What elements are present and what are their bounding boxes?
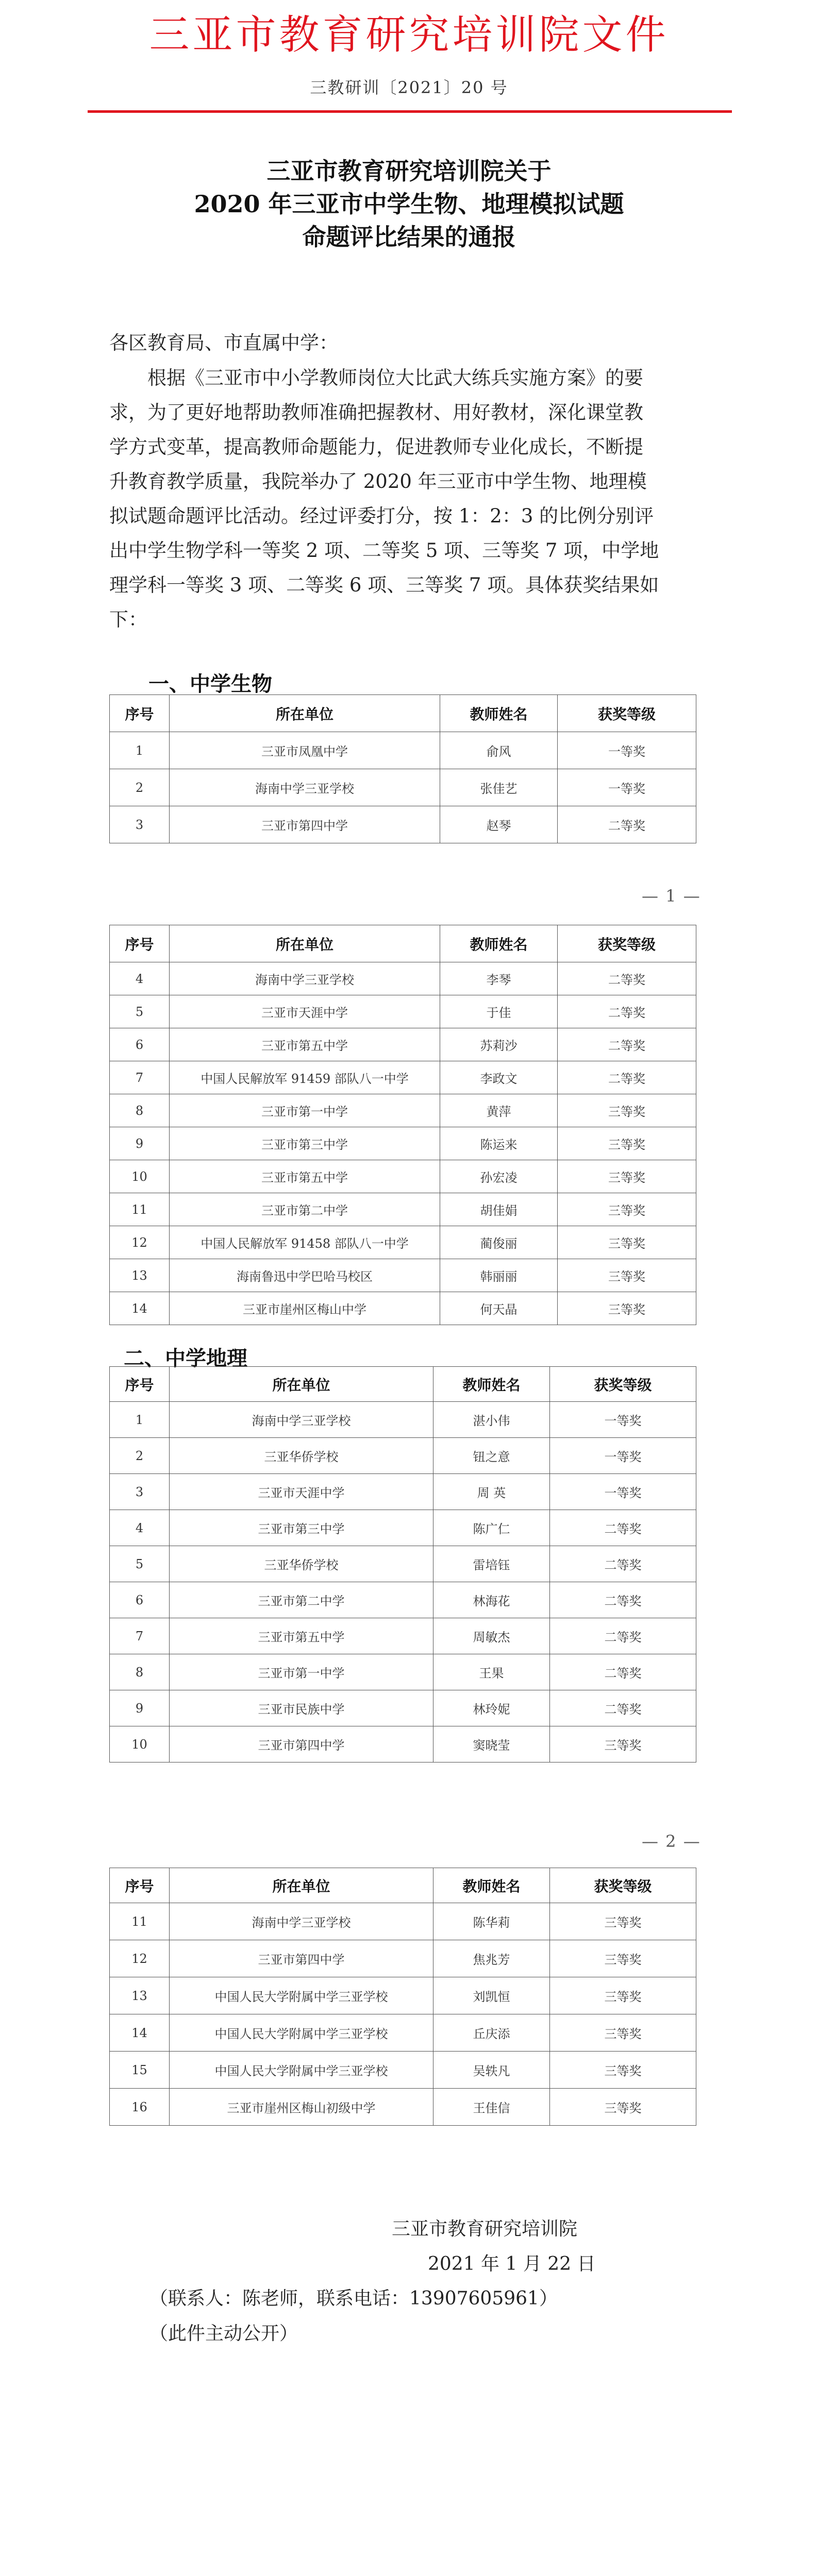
cell-unit: 三亚华侨学校 xyxy=(170,1438,433,1474)
table-row xyxy=(110,1438,696,1474)
body-line-1: 根据《三亚市中小学教师岗位大比武大练兵实施方案》的要 xyxy=(147,367,643,389)
cell-unit: 三亚市天涯中学 xyxy=(170,1474,433,1510)
table-row xyxy=(110,1977,696,2014)
cell-unit: 三亚市第一中学 xyxy=(170,1654,433,1690)
cell-teacher: 湛小伟 xyxy=(433,1402,550,1438)
cell-award: 三等奖 xyxy=(550,1940,696,1977)
cell-unit: 三亚市第五中学 xyxy=(170,1618,433,1654)
cell-seq: 10 xyxy=(110,1726,170,1762)
cell-unit: 三亚市第三中学 xyxy=(170,1127,440,1160)
cell-award: 三等奖 xyxy=(550,2089,696,2126)
cell-seq: 5 xyxy=(110,995,170,1028)
cell-award: 三等奖 xyxy=(558,1292,696,1325)
cell-seq: 14 xyxy=(110,1292,170,1325)
table-row xyxy=(110,1127,696,1160)
col-header-award: 获奖等级 xyxy=(558,925,696,962)
cell-unit: 海南中学三亚学校 xyxy=(170,962,440,995)
cell-unit: 三亚市第四中学 xyxy=(170,1726,433,1762)
cell-unit: 中国人民解放军 91458 部队八一中学 xyxy=(170,1226,440,1259)
cell-unit: 三亚市第五中学 xyxy=(170,1028,440,1061)
table-row xyxy=(110,962,696,995)
table-header-row xyxy=(110,695,696,732)
table-row xyxy=(110,1903,696,1940)
cell-unit: 三亚华侨学校 xyxy=(170,1546,433,1582)
notice-title-line-2: 2020 年三亚市中学生物、地理模拟试题 xyxy=(194,190,624,218)
table-row xyxy=(110,1094,696,1127)
cell-teacher: 蔺俊丽 xyxy=(440,1226,558,1259)
body-line-5: 拟试题命题评比活动。经过评委打分，按 1：2：3 的比例分别评 xyxy=(109,505,654,527)
table-row xyxy=(110,1510,696,1546)
body-line-7: 理学科一等奖 3 项、二等奖 6 项、三等奖 7 项。具体获奖结果如 xyxy=(109,574,659,596)
document-number: 三教研训〔2021〕20 号 xyxy=(310,78,508,97)
cell-unit: 三亚市第一中学 xyxy=(170,1094,440,1127)
cell-unit: 海南中学三亚学校 xyxy=(170,1903,433,1940)
cell-seq: 5 xyxy=(110,1546,170,1582)
cell-teacher: 孙宏凌 xyxy=(440,1160,558,1193)
cell-seq: 13 xyxy=(110,1977,170,2014)
cell-teacher: 钮之意 xyxy=(433,1438,550,1474)
cell-unit: 中国人民大学附属中学三亚学校 xyxy=(170,1977,433,2014)
col-header-unit: 所在单位 xyxy=(170,695,440,732)
cell-seq: 9 xyxy=(110,1127,170,1160)
cell-unit: 三亚市第四中学 xyxy=(170,1940,433,1977)
cell-seq: 2 xyxy=(110,769,170,806)
body-line-2: 求，为了更好地帮助教师准确把握教材、用好教材，深化课堂教 xyxy=(109,401,643,423)
cell-unit: 三亚市民族中学 xyxy=(170,1690,433,1726)
cell-award: 二等奖 xyxy=(550,1654,696,1690)
cell-teacher: 雷培钰 xyxy=(433,1546,550,1582)
cell-unit: 三亚市第三中学 xyxy=(170,1510,433,1546)
table-row xyxy=(110,2052,696,2089)
cell-teacher: 吴轶凡 xyxy=(433,2052,550,2089)
cell-award: 三等奖 xyxy=(558,1226,696,1259)
cell-teacher: 何天晶 xyxy=(440,1292,558,1325)
cell-seq: 9 xyxy=(110,1690,170,1726)
cell-teacher: 胡佳娟 xyxy=(440,1193,558,1226)
cell-teacher: 韩丽丽 xyxy=(440,1259,558,1292)
cell-unit: 三亚市第二中学 xyxy=(170,1582,433,1618)
col-header-teacher: 教师姓名 xyxy=(440,925,558,962)
table-row xyxy=(110,1546,696,1582)
col-header-teacher: 教师姓名 xyxy=(433,1868,550,1903)
cell-teacher: 张佳艺 xyxy=(440,769,558,806)
cell-award: 三等奖 xyxy=(558,1127,696,1160)
cell-award: 二等奖 xyxy=(558,806,696,843)
cell-teacher: 黄萍 xyxy=(440,1094,558,1127)
cell-seq: 2 xyxy=(110,1438,170,1474)
cell-unit: 三亚市天涯中学 xyxy=(170,995,440,1028)
salutation: 各区教育局、市直属中学： xyxy=(109,332,338,354)
cell-seq: 16 xyxy=(110,2089,170,2126)
table-row xyxy=(110,1160,696,1193)
col-header-unit: 所在单位 xyxy=(170,1367,433,1402)
cell-unit: 中国人民大学附属中学三亚学校 xyxy=(170,2014,433,2052)
table-row xyxy=(110,1474,696,1510)
body-line-8: 下： xyxy=(109,608,147,631)
col-header-award: 获奖等级 xyxy=(558,695,696,732)
cell-teacher: 丘庆添 xyxy=(433,2014,550,2052)
cell-seq: 1 xyxy=(110,732,170,769)
cell-teacher: 苏莉沙 xyxy=(440,1028,558,1061)
cell-award: 二等奖 xyxy=(550,1618,696,1654)
cell-unit: 三亚市第二中学 xyxy=(170,1193,440,1226)
col-header-award: 获奖等级 xyxy=(550,1367,696,1402)
notice-title-line-3: 命题评比结果的通报 xyxy=(302,223,516,251)
body-line-4: 升教育教学质量，我院举办了 2020 年三亚市中学生物、地理模 xyxy=(109,470,647,493)
table-row xyxy=(110,1940,696,1977)
header-red-rule xyxy=(88,110,732,113)
cell-unit: 海南中学三亚学校 xyxy=(170,1402,433,1438)
cell-award: 二等奖 xyxy=(558,1028,696,1061)
cell-seq: 3 xyxy=(110,806,170,843)
cell-award: 三等奖 xyxy=(558,1193,696,1226)
cell-unit: 三亚市崖州区梅山初级中学 xyxy=(170,2089,433,2126)
table-row xyxy=(110,769,696,806)
cell-teacher: 刘凯恒 xyxy=(433,1977,550,2014)
cell-award: 三等奖 xyxy=(550,1903,696,1940)
cell-teacher: 俞风 xyxy=(440,732,558,769)
signature-date: 2021 年 1 月 22 日 xyxy=(428,2253,596,2275)
cell-teacher: 周敏杰 xyxy=(433,1618,550,1654)
cell-teacher: 林玲妮 xyxy=(433,1690,550,1726)
biology-awards-table-part-2 xyxy=(109,925,696,1325)
table-row xyxy=(110,1618,696,1654)
page-number-1: — 1 — xyxy=(642,886,701,906)
cell-seq: 4 xyxy=(110,962,170,995)
table-row xyxy=(110,1654,696,1690)
cell-seq: 6 xyxy=(110,1582,170,1618)
cell-award: 二等奖 xyxy=(558,1061,696,1094)
cell-award: 一等奖 xyxy=(550,1402,696,1438)
cell-award: 一等奖 xyxy=(558,732,696,769)
cell-seq: 1 xyxy=(110,1402,170,1438)
table-row xyxy=(110,1402,696,1438)
table-row xyxy=(110,2089,696,2126)
section-biology-heading: 一、中学生物 xyxy=(148,672,272,696)
table-row xyxy=(110,1259,696,1292)
cell-teacher: 李政文 xyxy=(440,1061,558,1094)
table-row xyxy=(110,995,696,1028)
cell-unit: 中国人民大学附属中学三亚学校 xyxy=(170,2052,433,2089)
geography-awards-table-part-1 xyxy=(109,1366,696,1762)
document-header-title: 三亚市教育研究培训院文件 xyxy=(149,12,669,58)
cell-teacher: 陈运来 xyxy=(440,1127,558,1160)
cell-teacher: 王果 xyxy=(433,1654,550,1690)
cell-unit: 海南鲁迅中学巴哈马校区 xyxy=(170,1259,440,1292)
table-header-row xyxy=(110,1868,696,1903)
cell-teacher: 陈广仁 xyxy=(433,1510,550,1546)
col-header-unit: 所在单位 xyxy=(170,925,440,962)
section-geography-heading: 二、中学地理 xyxy=(124,1347,247,1370)
cell-award: 二等奖 xyxy=(550,1582,696,1618)
signature-org: 三亚市教育研究培训院 xyxy=(392,2218,578,2240)
table-row xyxy=(110,2014,696,2052)
public-note: （此件主动公开） xyxy=(149,2323,298,2344)
table-row xyxy=(110,1582,696,1618)
cell-award: 三等奖 xyxy=(550,2014,696,2052)
cell-seq: 8 xyxy=(110,1094,170,1127)
cell-teacher: 周 英 xyxy=(433,1474,550,1510)
table-row xyxy=(110,1292,696,1325)
cell-award: 二等奖 xyxy=(550,1510,696,1546)
cell-seq: 6 xyxy=(110,1028,170,1061)
col-header-unit: 所在单位 xyxy=(170,1868,433,1903)
cell-award: 三等奖 xyxy=(558,1094,696,1127)
table-row xyxy=(110,1061,696,1094)
cell-teacher: 赵琴 xyxy=(440,806,558,843)
cell-teacher: 林海花 xyxy=(433,1582,550,1618)
col-header-seq: 序号 xyxy=(110,695,170,732)
cell-seq: 13 xyxy=(110,1259,170,1292)
cell-teacher: 王佳信 xyxy=(433,2089,550,2126)
table-row xyxy=(110,1690,696,1726)
table-row xyxy=(110,732,696,769)
cell-unit: 三亚市崖州区梅山中学 xyxy=(170,1292,440,1325)
col-header-teacher: 教师姓名 xyxy=(440,695,558,732)
col-header-award: 获奖等级 xyxy=(550,1868,696,1903)
cell-award: 二等奖 xyxy=(558,995,696,1028)
cell-seq: 12 xyxy=(110,1940,170,1977)
cell-unit: 海南中学三亚学校 xyxy=(170,769,440,806)
cell-award: 三等奖 xyxy=(558,1259,696,1292)
col-header-seq: 序号 xyxy=(110,925,170,962)
table-row xyxy=(110,1193,696,1226)
cell-seq: 11 xyxy=(110,1193,170,1226)
cell-seq: 15 xyxy=(110,2052,170,2089)
cell-award: 二等奖 xyxy=(550,1690,696,1726)
body-line-6: 出中学生物学科一等奖 2 项、二等奖 5 项、三等奖 7 项，中学地 xyxy=(109,539,659,562)
cell-award: 二等奖 xyxy=(550,1546,696,1582)
cell-teacher: 陈华莉 xyxy=(433,1903,550,1940)
cell-unit: 三亚市凤凰中学 xyxy=(170,732,440,769)
cell-seq: 3 xyxy=(110,1474,170,1510)
cell-unit: 三亚市第四中学 xyxy=(170,806,440,843)
geography-awards-table-part-2 xyxy=(109,1868,696,2126)
body-line-3: 学方式变革，提高教师命题能力，促进教师专业化成长，不断提 xyxy=(109,436,643,458)
cell-seq: 4 xyxy=(110,1510,170,1546)
cell-award: 一等奖 xyxy=(550,1474,696,1510)
cell-teacher: 李琴 xyxy=(440,962,558,995)
notice-title-line-1: 三亚市教育研究培训院关于 xyxy=(266,157,552,185)
table-row xyxy=(110,806,696,843)
cell-award: 一等奖 xyxy=(558,769,696,806)
col-header-seq: 序号 xyxy=(110,1367,170,1402)
cell-unit: 中国人民解放军 91459 部队八一中学 xyxy=(170,1061,440,1094)
contact-info: （联系人：陈老师，联系电话：13907605961） xyxy=(149,2288,558,2309)
cell-teacher: 窦晓莹 xyxy=(433,1726,550,1762)
table-row xyxy=(110,1726,696,1762)
cell-award: 三等奖 xyxy=(550,1977,696,2014)
cell-award: 三等奖 xyxy=(558,1160,696,1193)
cell-seq: 8 xyxy=(110,1654,170,1690)
biology-awards-table-part-1 xyxy=(109,694,696,843)
cell-award: 一等奖 xyxy=(550,1438,696,1474)
cell-teacher: 于佳 xyxy=(440,995,558,1028)
table-row xyxy=(110,1028,696,1061)
cell-award: 三等奖 xyxy=(550,1726,696,1762)
cell-award: 三等奖 xyxy=(550,2052,696,2089)
cell-unit: 三亚市第五中学 xyxy=(170,1160,440,1193)
table-header-row xyxy=(110,1367,696,1402)
table-row xyxy=(110,1226,696,1259)
cell-seq: 7 xyxy=(110,1061,170,1094)
col-header-seq: 序号 xyxy=(110,1868,170,1903)
cell-award: 二等奖 xyxy=(558,962,696,995)
cell-teacher: 焦兆芳 xyxy=(433,1940,550,1977)
table-header-row xyxy=(110,925,696,962)
col-header-teacher: 教师姓名 xyxy=(433,1367,550,1402)
cell-seq: 7 xyxy=(110,1618,170,1654)
cell-seq: 10 xyxy=(110,1160,170,1193)
page-number-2: — 2 — xyxy=(642,1832,701,1851)
cell-seq: 14 xyxy=(110,2014,170,2052)
cell-seq: 11 xyxy=(110,1903,170,1940)
cell-seq: 12 xyxy=(110,1226,170,1259)
